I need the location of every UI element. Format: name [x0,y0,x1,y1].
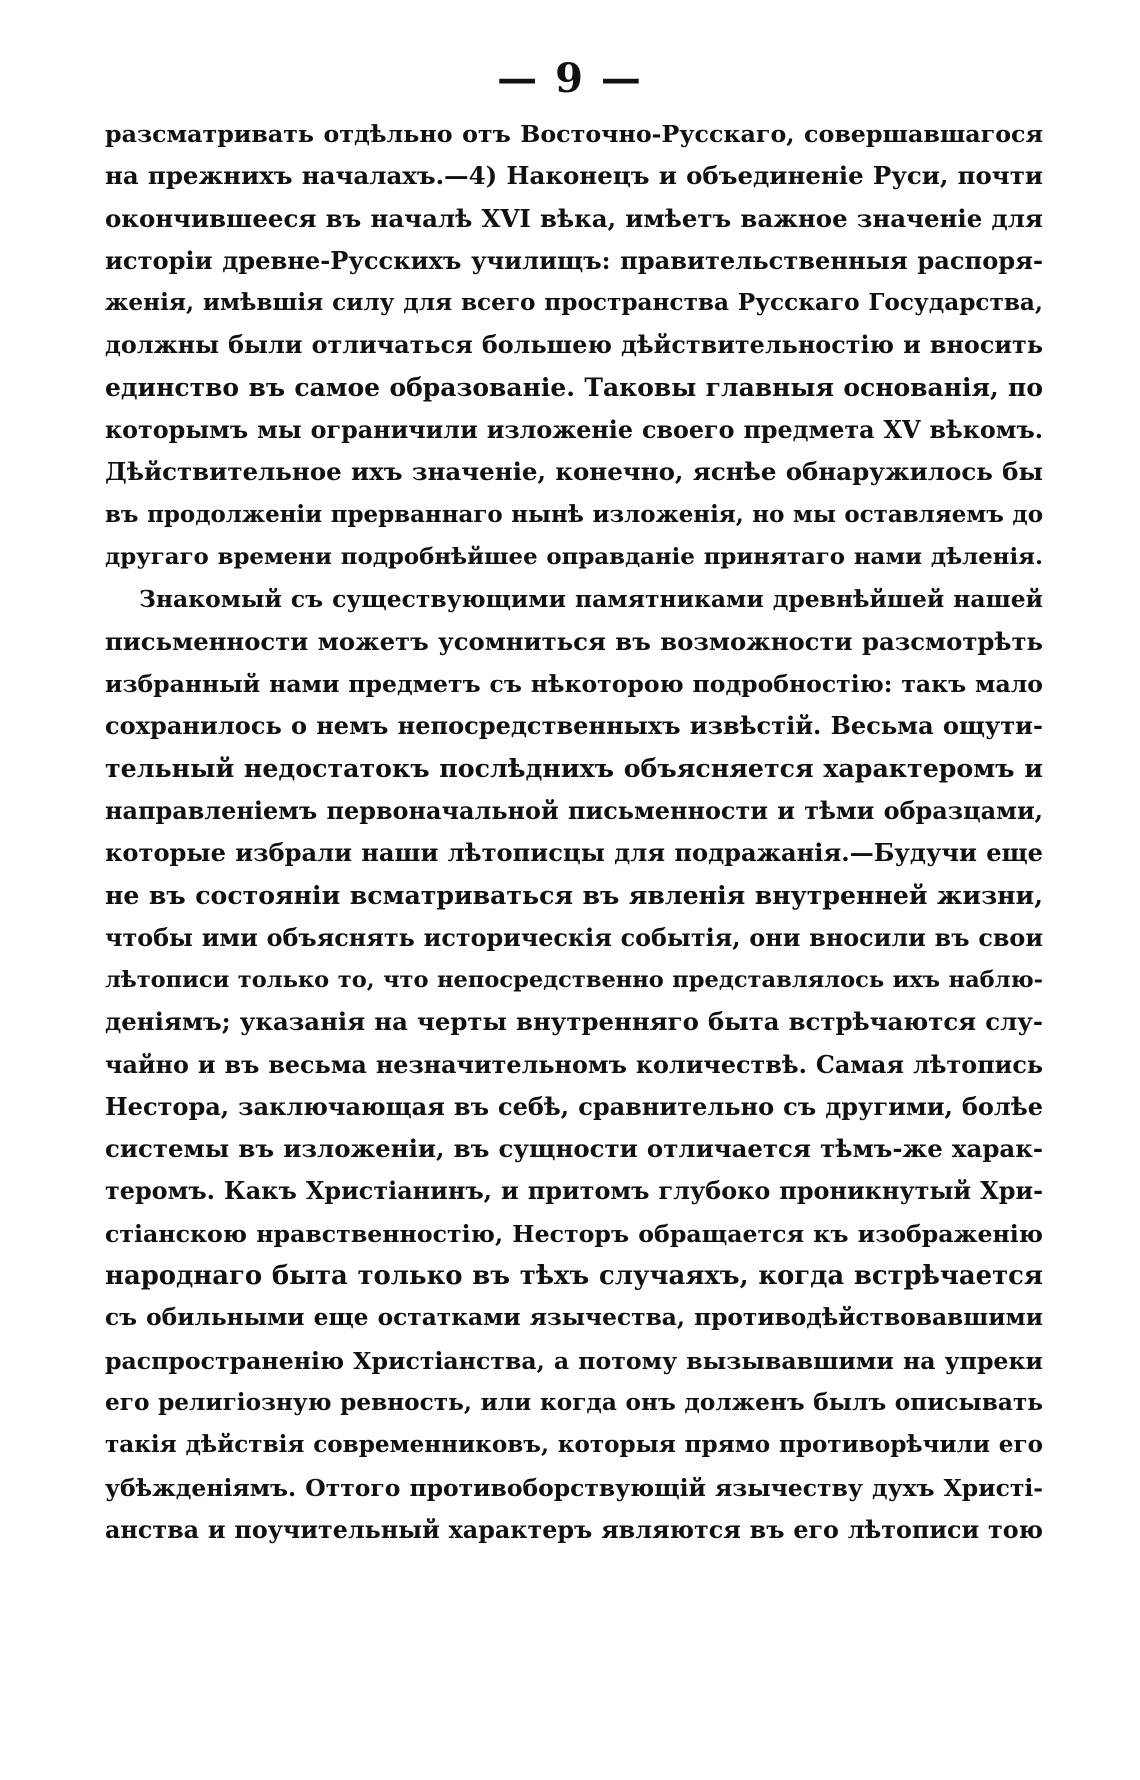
text-line: народнаго быта только въ тѣхъ случаяхъ, когда встрѣчается [105,1261,1043,1292]
text-line: стiанскою нравственностiю, Несторъ обращается къ изображенiю [105,1219,1043,1248]
text-line: на прежнихъ началахъ.—4) Наконецъ и объединенiе Руси, почти [105,161,1043,191]
text-line: тельный недостатокъ послѣднихъ объясняется характеромъ и [105,753,1043,784]
text-line: его религiозную ревность, или когда онъ долженъ былъ описывать [105,1388,1043,1416]
text-line: анства и поучительный характеръ являются въ его лѣтописи тою [105,1515,1043,1544]
body-text [105,113,1043,1551]
text-line: въ продолженiи прерваннаго нынѣ изложенiя, но мы оставляемъ до [105,500,1043,528]
text-line: такiя дѣйствiя современниковъ, которыя прямо противорѣчили его [105,1431,1043,1459]
text-line: системы въ изложенiи, въ сущности отличается тѣмъ-же харак- [105,1134,1043,1164]
text-line: денiямъ; указанiя на черты внутренняго быта встрѣчаются слу- [105,1007,1043,1037]
text-line: избранный нами предметъ съ нѣкоторою подробностiю: такъ мало [105,669,1043,698]
text-line: которые избрали наши лѣтописцы для подражанiя.—Будучи еще [105,838,1043,868]
text-line: исторiи древне-Русскихъ училищъ: правительственныя распоря- [105,245,1043,275]
text-line: женiя, имѣвшiя силу для всего пространства Русскаго Государства, [105,289,1043,317]
text-line: чайно и въ весьма незначительномъ количествѣ. Самая лѣтопись [105,1050,1043,1079]
text-line: Знакомый съ существующими памятниками древнѣйшей нашей [139,585,1043,614]
text-line: не въ состоянiи всматриваться въ явленiя внутренней жизни, [105,880,1043,911]
text-line: которымъ мы ограничили изложенiе своего предмета XV вѣкомъ. [105,416,1043,445]
text-line: чтобы ими объяснять историческiя событiя, они вносили въ свои [105,923,1043,952]
text-line: другаго времени подробнѣйшее оправданiе принятаго нами дѣленiя. [105,543,1043,570]
text-line: письменности можетъ усомниться въ возможности разсмотрѣть [105,626,1043,656]
paragraph [105,578,1043,1551]
text-line: распространенiю Христiанства, а потому вызывавшими на упреки [105,1346,1043,1375]
text-line: теромъ. Какъ Христiанинъ, и притомъ глубоко проникнутый Хри- [105,1177,1043,1206]
page-number: — 9 — [497,55,643,102]
text-line: должны были отличаться большею дѣйствительностiю и вносить [105,331,1043,360]
text-line: Нестора, заключающая въ себѣ, сравнительно съ другими, болѣе [105,1091,1043,1121]
text-line: направленiемъ первоначальной письменности и тѣми образцами, [105,796,1043,825]
text-line: сохранилось о немъ непосредственныхъ извѣстiй. Весьма ощути- [105,711,1043,741]
text-line: убѣжденiямъ. Оттого противоборствующiй язычеству духъ Христi- [105,1473,1043,1502]
text-line: Дѣйствительное ихъ значенiе, конечно, яснѣе обнаружилось бы [105,457,1043,487]
paragraph [105,113,1043,578]
text-line: единство въ самое образованiе. Таковы главныя основанiя, по [105,372,1043,402]
text-line: съ обильными еще остатками язычества, противодѣйствовавшими [105,1304,1043,1332]
text-line: окончившееся въ началѣ XVI вѣка, имѣетъ важное значенiе для [105,203,1043,233]
text-line: разсматривать отдѣльно отъ Восточно-Русскаго, совершавшагося [105,120,1043,148]
text-line: лѣтописи только то, что непосредственно представлялось ихъ наблю- [105,966,1043,993]
